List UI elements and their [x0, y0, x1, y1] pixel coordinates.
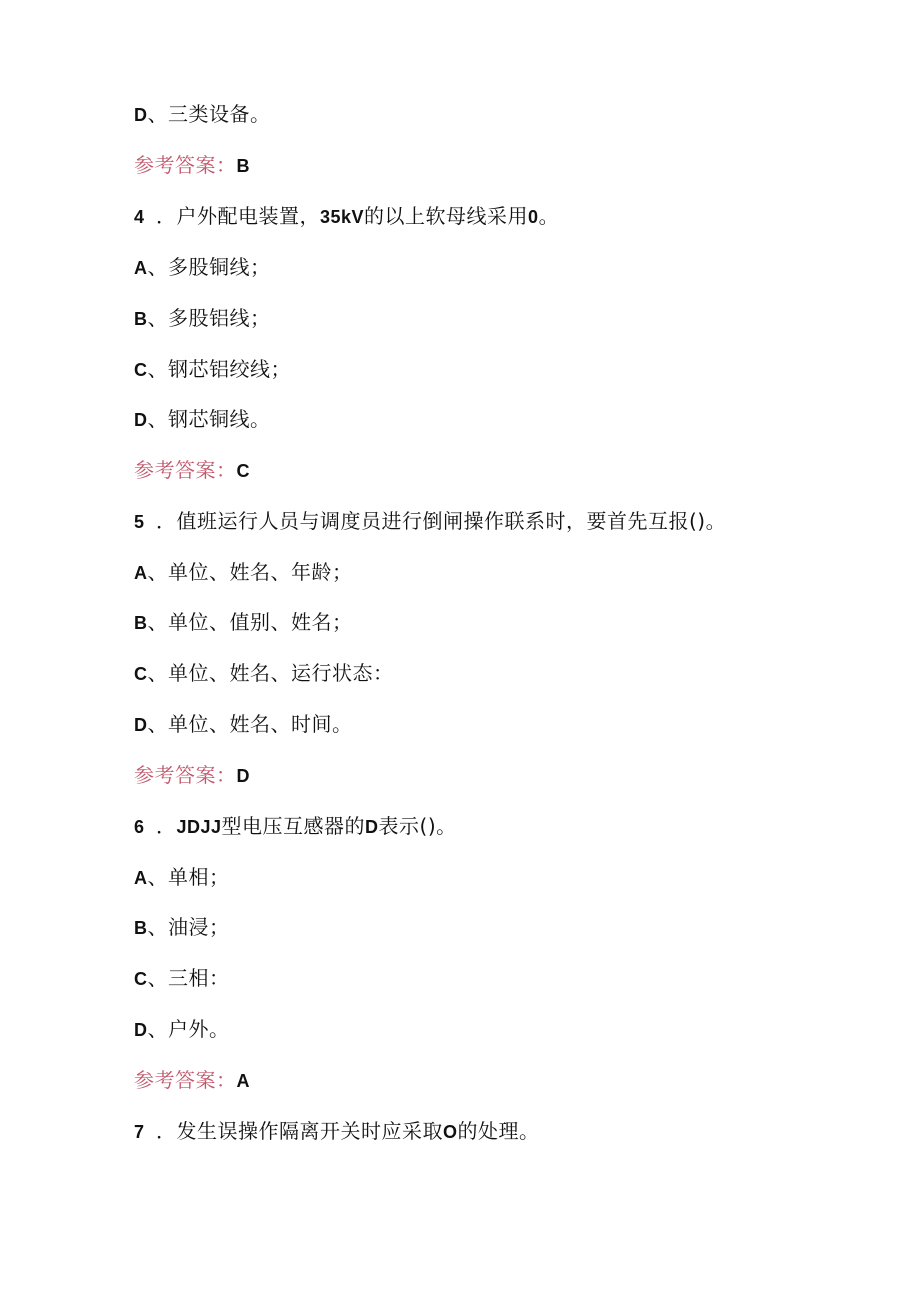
- answer-6: [134, 1067, 250, 1094]
- question-5: [134, 508, 726, 535]
- option-4b: B、多股铝线；: [134, 306, 271, 330]
- option-5b: B、单位、值别、姓名；: [134, 610, 353, 634]
- question-number: 6: [134, 817, 145, 837]
- question-4: [134, 203, 559, 230]
- option-text: 三类设备。: [168, 102, 271, 126]
- option-letter: A: [134, 868, 148, 888]
- option-6c: C、三相：: [134, 966, 230, 990]
- option-5d: D、单位、姓名、时间。: [134, 712, 353, 736]
- question-text-bold: 35kV: [320, 207, 365, 227]
- question-number: 4: [134, 207, 145, 227]
- question-7: [134, 1118, 540, 1145]
- option-text: 户外。: [168, 1017, 230, 1041]
- option-text: 单相；: [168, 865, 230, 889]
- option-5a: A、单位、姓名、年龄；: [134, 560, 353, 584]
- answer-label: 参考答案：: [134, 458, 237, 482]
- option-text: 钢芯铜线。: [168, 407, 271, 431]
- answer-value: A: [236, 1071, 250, 1091]
- option-letter: B: [134, 309, 148, 329]
- option-text: 单位、姓名、时间。: [168, 712, 353, 736]
- option-letter: D: [134, 715, 148, 735]
- question-text: ．户外配电装置，: [156, 204, 320, 228]
- option-letter: D: [134, 410, 148, 430]
- question-text: ．: [156, 814, 177, 838]
- option-3d: D、三类设备。: [134, 102, 271, 126]
- option-text: 钢芯铝绞线；: [168, 357, 291, 381]
- question-text: ．发生误操作隔离开关时应采取: [156, 1119, 443, 1143]
- option-text: 多股铜线；: [168, 255, 271, 279]
- question-text: 型电压互感器的: [221, 814, 366, 838]
- option-text: 单位、姓名、年龄；: [168, 560, 353, 584]
- answer-5: [134, 762, 250, 789]
- answer-label: 参考答案：: [134, 763, 237, 787]
- option-5c: C、单位、姓名、运行状态：: [134, 661, 394, 685]
- option-letter: D: [134, 1020, 148, 1040]
- question-text: 表示()。: [378, 814, 457, 838]
- option-6b: B、油浸；: [134, 915, 230, 939]
- answer-value: C: [236, 461, 250, 481]
- option-letter: A: [134, 563, 148, 583]
- answer-value: B: [236, 156, 250, 176]
- option-letter: D: [134, 105, 148, 125]
- question-text: 。: [538, 204, 560, 228]
- answer-3: [134, 152, 250, 179]
- option-letter: A: [134, 258, 148, 278]
- question-text: 的以上软母线采用: [364, 204, 529, 228]
- option-4a: A、多股铜线；: [134, 255, 271, 279]
- option-text: 单位、姓名、运行状态：: [168, 661, 394, 685]
- option-text: 多股铝线；: [168, 306, 271, 330]
- question-text: 的处理。: [457, 1119, 540, 1143]
- option-text: 单位、值别、姓名；: [168, 610, 353, 634]
- question-text-bold: O: [443, 1122, 458, 1142]
- option-text: 三相：: [168, 966, 230, 990]
- option-4c: C、钢芯铝绞线；: [134, 357, 291, 381]
- option-6d: D、户外。: [134, 1017, 230, 1041]
- option-4d: D、钢芯铜线。: [134, 407, 271, 431]
- option-letter: C: [134, 360, 148, 380]
- answer-4: [134, 457, 250, 484]
- question-text-bold: 0: [528, 207, 539, 227]
- question-text-bold: JDJJ: [176, 817, 222, 837]
- question-number: 7: [134, 1122, 145, 1142]
- answer-value: D: [236, 766, 250, 786]
- question-text-bold: D: [365, 817, 379, 837]
- option-letter: B: [134, 613, 148, 633]
- option-letter: C: [134, 969, 148, 989]
- question-text: ．值班运行人员与调度员进行倒闸操作联系时，要首先互报()。: [156, 509, 727, 533]
- option-text: 油浸；: [168, 915, 230, 939]
- option-letter: C: [134, 664, 148, 684]
- answer-label: 参考答案：: [134, 153, 237, 177]
- option-6a: A、单相；: [134, 865, 230, 889]
- question-6: [134, 813, 457, 840]
- question-number: 5: [134, 512, 145, 532]
- answer-label: 参考答案：: [134, 1068, 237, 1092]
- option-letter: B: [134, 918, 148, 938]
